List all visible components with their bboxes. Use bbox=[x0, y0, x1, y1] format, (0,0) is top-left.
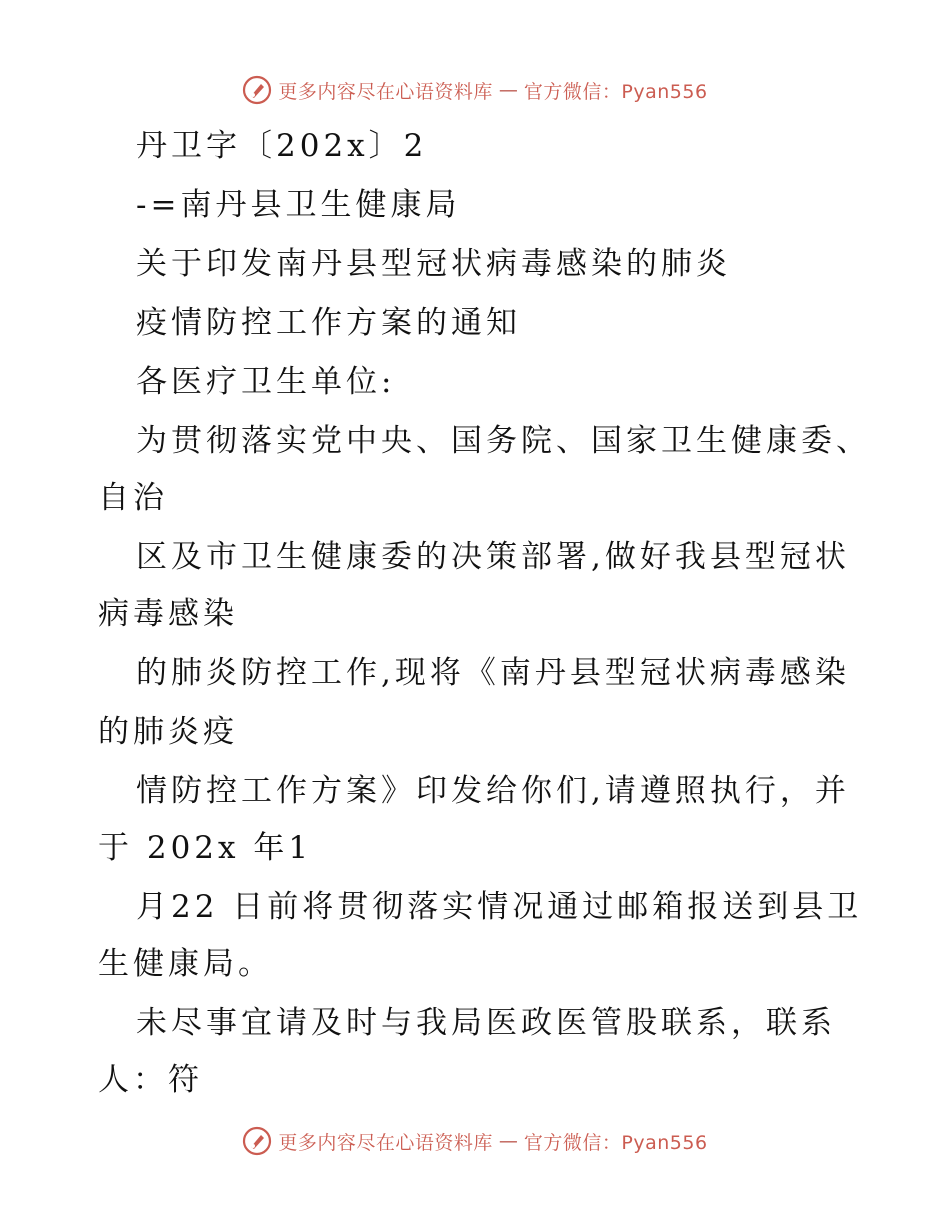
paragraph-line: 未尽事宜请及时与我局医政医管股联系，联系 bbox=[136, 1005, 836, 1041]
paragraph-line: 情防控工作方案》印发给你们,请遵照执行，并 bbox=[136, 773, 850, 809]
pen-nib-logo-icon bbox=[242, 1126, 272, 1156]
watermark-contact: 官方微信：Pyan556 bbox=[523, 1131, 708, 1154]
paragraph-line: 月22 日前将贯彻落实情况通过邮箱报送到县卫 bbox=[136, 889, 863, 925]
paragraph-line: 于 202x 年1 bbox=[98, 830, 313, 866]
title-line-1: 关于印发南丹县型冠状病毒感染的肺炎 bbox=[136, 246, 731, 282]
paragraph-line: 生健康局。 bbox=[98, 946, 273, 982]
paragraph-line: 区及市卫生健康委的决策部署,做好我县型冠状 bbox=[136, 539, 850, 575]
paragraph-line: 自治 bbox=[98, 480, 168, 516]
paragraph-line: 的肺炎防控工作,现将《南丹县型冠状病毒感染 bbox=[136, 655, 850, 691]
paragraph-line: 病毒感染 bbox=[98, 596, 238, 632]
watermark-text: 更多内容尽在心语资料库 bbox=[278, 1131, 493, 1154]
title-line-2: 疫情防控工作方案的通知 bbox=[136, 305, 521, 341]
watermark-separator: — bbox=[498, 1130, 518, 1152]
watermark-contact: 官方微信：Pyan556 bbox=[523, 80, 708, 103]
salutation: 各医疗卫生单位: bbox=[136, 364, 396, 400]
watermark-separator: — bbox=[498, 79, 518, 101]
issuer-line: -=南丹县卫生健康局 bbox=[136, 187, 461, 223]
paragraph-line: 人：符 bbox=[98, 1062, 203, 1098]
paragraph-line: 的肺炎疫 bbox=[98, 714, 238, 750]
doc-number: 丹卫字〔202x〕2 bbox=[136, 128, 428, 164]
watermark-text: 更多内容尽在心语资料库 bbox=[278, 80, 493, 103]
paragraph-line: 为贯彻落实党中央、国务院、国家卫生健康委、 bbox=[136, 423, 871, 459]
watermark-footer bbox=[0, 1121, 950, 1161]
